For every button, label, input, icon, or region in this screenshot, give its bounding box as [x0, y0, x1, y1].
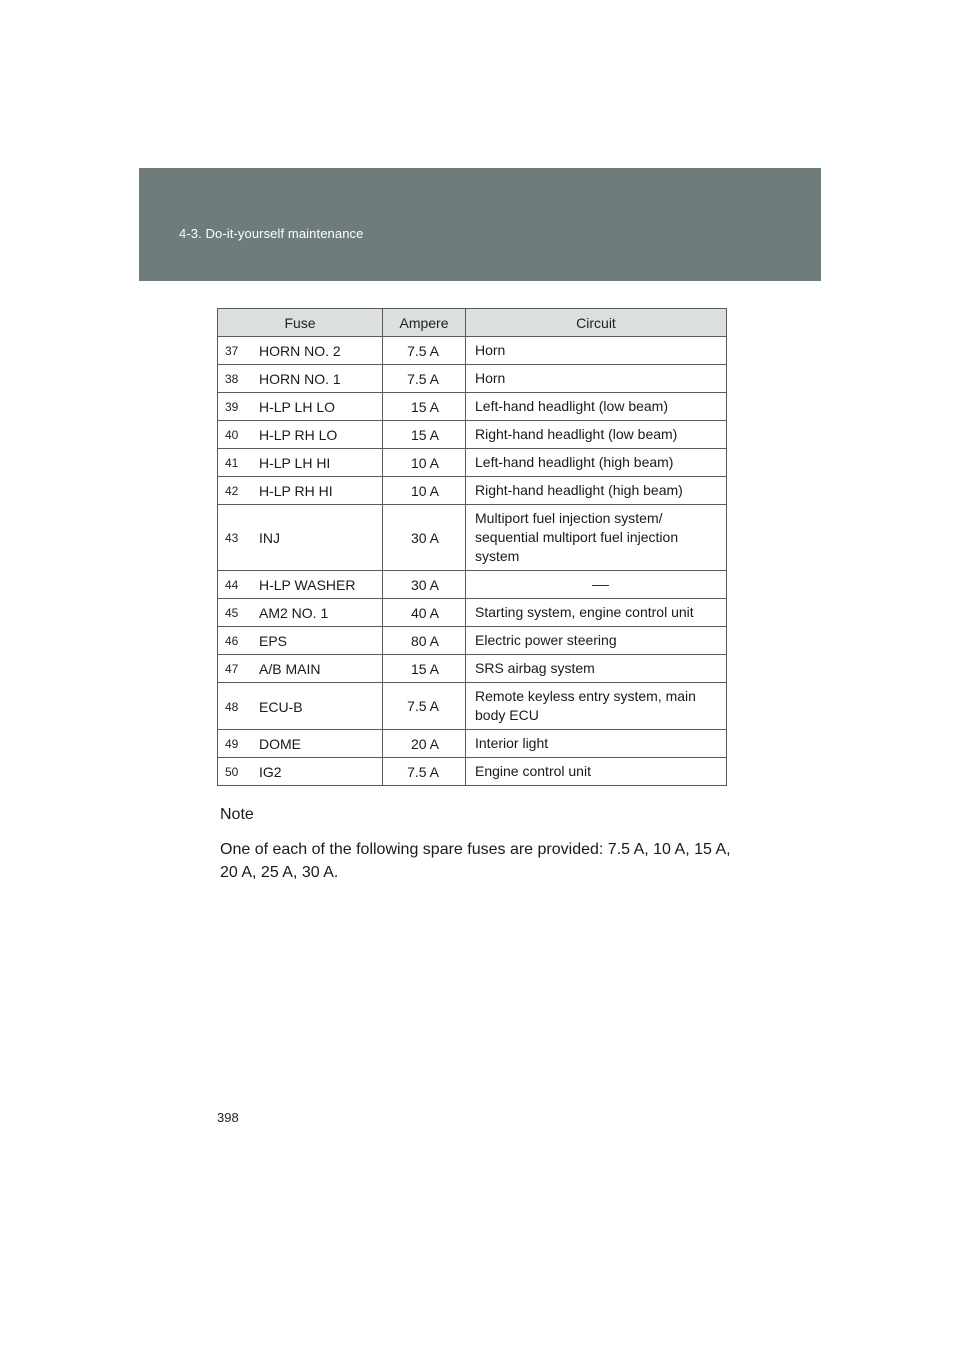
table-row [218, 571, 727, 599]
fuse-cell [218, 730, 383, 758]
circuit-cell: Horn [466, 365, 727, 393]
circuit-cell: Multiport fuel injection system/ sequential multiport fuel injection system [466, 505, 727, 571]
circuit-cell [466, 571, 727, 599]
circuit-cell: Electric power steering [466, 627, 727, 655]
circuit-cell: Left-hand headlight (high beam) [466, 449, 727, 477]
fuse-number: 47 [225, 662, 239, 677]
table-row [218, 730, 727, 758]
table-row [218, 655, 727, 683]
fuse-name: H-LP WASHER [259, 577, 356, 594]
table-row [218, 627, 727, 655]
circuit-cell: Right-hand headlight (high beam) [466, 477, 727, 505]
fuse-cell [218, 599, 383, 627]
table-row [218, 758, 727, 786]
fuse-cell [218, 421, 383, 449]
table-row [218, 683, 727, 730]
col-header-circuit: Circuit [466, 309, 727, 337]
note-text: One of each of the following spare fuses are provided: 7.5 A, 10 A, 15 A, 20 A, 25 A, 30 A. [220, 841, 731, 881]
table-row [218, 449, 727, 477]
col-header-fuse: Fuse [218, 309, 383, 337]
fuse-number: 40 [225, 428, 239, 443]
fuse-number: 46 [225, 634, 239, 649]
ampere-cell: 30 A [383, 571, 466, 599]
table-row [218, 477, 727, 505]
ampere-cell: 15 A [383, 655, 466, 683]
circuit-cell: Interior light [466, 730, 727, 758]
fuse-name: H-LP LH HI [259, 455, 331, 472]
fuse-number: 49 [225, 737, 239, 752]
fuse-name: HORN NO. 1 [259, 371, 341, 388]
col-header-ampere: Ampere [383, 309, 466, 337]
dash-mark [592, 585, 609, 586]
table-row [218, 421, 727, 449]
fuse-name: AM2 NO. 1 [259, 605, 329, 622]
fuse-number: 48 [225, 699, 239, 714]
ampere-cell: 10 A [383, 449, 466, 477]
ampere-cell: 20 A [383, 730, 466, 758]
page-number: 398 [217, 1110, 239, 1125]
circuit-cell: Engine control unit [466, 758, 727, 786]
fuse-number: 41 [225, 456, 239, 471]
fuse-name: H-LP LH LO [259, 399, 335, 416]
ampere-cell: 80 A [383, 627, 466, 655]
fuse-name: H-LP RH LO [259, 427, 338, 444]
fuse-name: H-LP RH HI [259, 483, 333, 500]
fuse-name: IG2 [259, 764, 282, 781]
circuit-cell: Right-hand headlight (low beam) [466, 421, 727, 449]
header-band [139, 168, 821, 281]
fuse-cell [218, 393, 383, 421]
ampere-cell: 7.5 A [383, 337, 466, 365]
fuse-number: 44 [225, 578, 239, 593]
fuse-number: 37 [225, 344, 239, 359]
fuse-cell [218, 337, 383, 365]
fuse-cell [218, 758, 383, 786]
table-row [218, 505, 727, 571]
section-title: 4-3. Do-it-yourself maintenance [179, 226, 364, 241]
fuse-number: 43 [225, 531, 239, 546]
ampere-cell: 40 A [383, 599, 466, 627]
table-row [218, 599, 727, 627]
table-row [218, 393, 727, 421]
fuse-cell [218, 365, 383, 393]
fuse-cell [218, 683, 383, 730]
fuse-name: INJ [259, 530, 280, 547]
fuse-cell [218, 571, 383, 599]
fuse-number: 45 [225, 606, 239, 621]
ampere-cell: 7.5 A [383, 758, 466, 786]
fuse-cell [218, 477, 383, 505]
fuse-number: 39 [225, 400, 239, 415]
ampere-cell: 30 A [383, 505, 466, 571]
table-row [218, 337, 727, 365]
fuse-cell [218, 655, 383, 683]
fuse-cell [218, 449, 383, 477]
circuit-cell: Left-hand headlight (low beam) [466, 393, 727, 421]
table-row [218, 365, 727, 393]
fuse-name: HORN NO. 2 [259, 343, 341, 360]
fuse-table [217, 308, 727, 786]
ampere-cell: 15 A [383, 393, 466, 421]
fuse-name: ECU-B [259, 698, 303, 715]
fuse-name: DOME [259, 736, 301, 753]
fuse-name: EPS [259, 633, 288, 650]
fuse-number: 42 [225, 484, 239, 499]
ampere-cell: 7.5 A [383, 365, 466, 393]
circuit-cell: SRS airbag system [466, 655, 727, 683]
circuit-cell: Remote keyless entry system, main body ECU [466, 683, 727, 730]
ampere-cell: 15 A [383, 421, 466, 449]
fuse-cell [218, 505, 383, 571]
fuse-name: A/B MAIN [259, 661, 321, 678]
circuit-cell: Horn [466, 337, 727, 365]
ampere-cell: 10 A [383, 477, 466, 505]
circuit-cell: Starting system, engine control unit [466, 599, 727, 627]
fuse-cell [218, 627, 383, 655]
fuse-number: 50 [225, 765, 239, 780]
table-header-row [218, 309, 727, 337]
ampere-cell: 7.5 A [383, 683, 466, 730]
fuse-number: 38 [225, 372, 239, 387]
note-heading: Note [220, 806, 254, 823]
